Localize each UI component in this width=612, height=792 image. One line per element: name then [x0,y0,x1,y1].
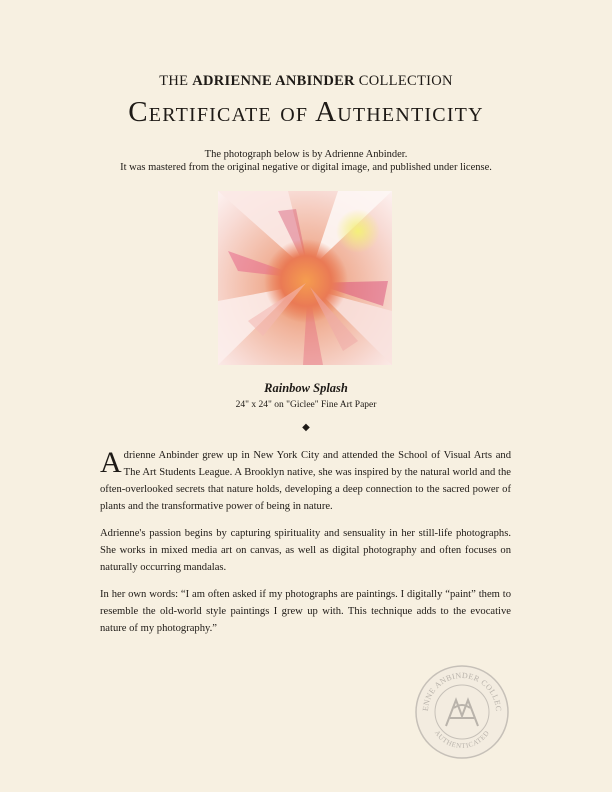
intro-line-1: The photograph below is by Adrienne Anbinder. [204,149,408,160]
artwork-photo [218,191,392,365]
bio-paragraph-1 [100,447,511,515]
seal-text-top: ENNE ANBINDER COLLEC [420,670,504,712]
bio-paragraph-2: Adrienne's passion begins by capturing spirituality and sensuality in her still-life photographs. She works in mixed media art on canvas, as well as digital photography and often focuses on naturally occurring mandalas. [100,528,511,573]
artwork-spec: 24" x 24" on "Giclee" Fine Art Paper [235,400,377,410]
flower-image [218,191,392,365]
collection-suffix: COLLECTION [358,73,453,89]
intro-text [0,148,612,174]
collection-name: ADRIENNE ANBINDER [192,73,355,89]
diamond-ornament-icon: ◆ [302,422,310,433]
authentication-seal [414,664,510,760]
certificate-title: Certificate of Authenticity [128,96,484,128]
bio-paragraph-3: In her own words: “I am often asked if my photographs are paintings. I digitally “paint” them to resemble the old-world style paintings I grew up with. This technique adds to the evocative nature of my photography.” [100,589,511,634]
artwork-title: Rainbow Splash [264,381,348,395]
artist-biography [100,447,511,647]
intro-line-2: It was mastered from the original negative or digital image, and published under license. [120,162,492,173]
seal-text-bottom: AUTHENTICATED [432,729,492,751]
collection-prefix: THE [159,73,189,89]
collection-line [0,73,612,90]
seal-icon [414,664,510,760]
bio-paragraph-1-text: drienne Anbinder grew up in New York City and attended the School of Visual Arts and The Art Students League. A Brooklyn native, she was inspired by the natural world and the often-overlooked secrets that nature holds, developing a deep connection to the sacred power of plants and the transformative power of being in nature. [100,450,511,512]
drop-cap: A [100,446,122,479]
